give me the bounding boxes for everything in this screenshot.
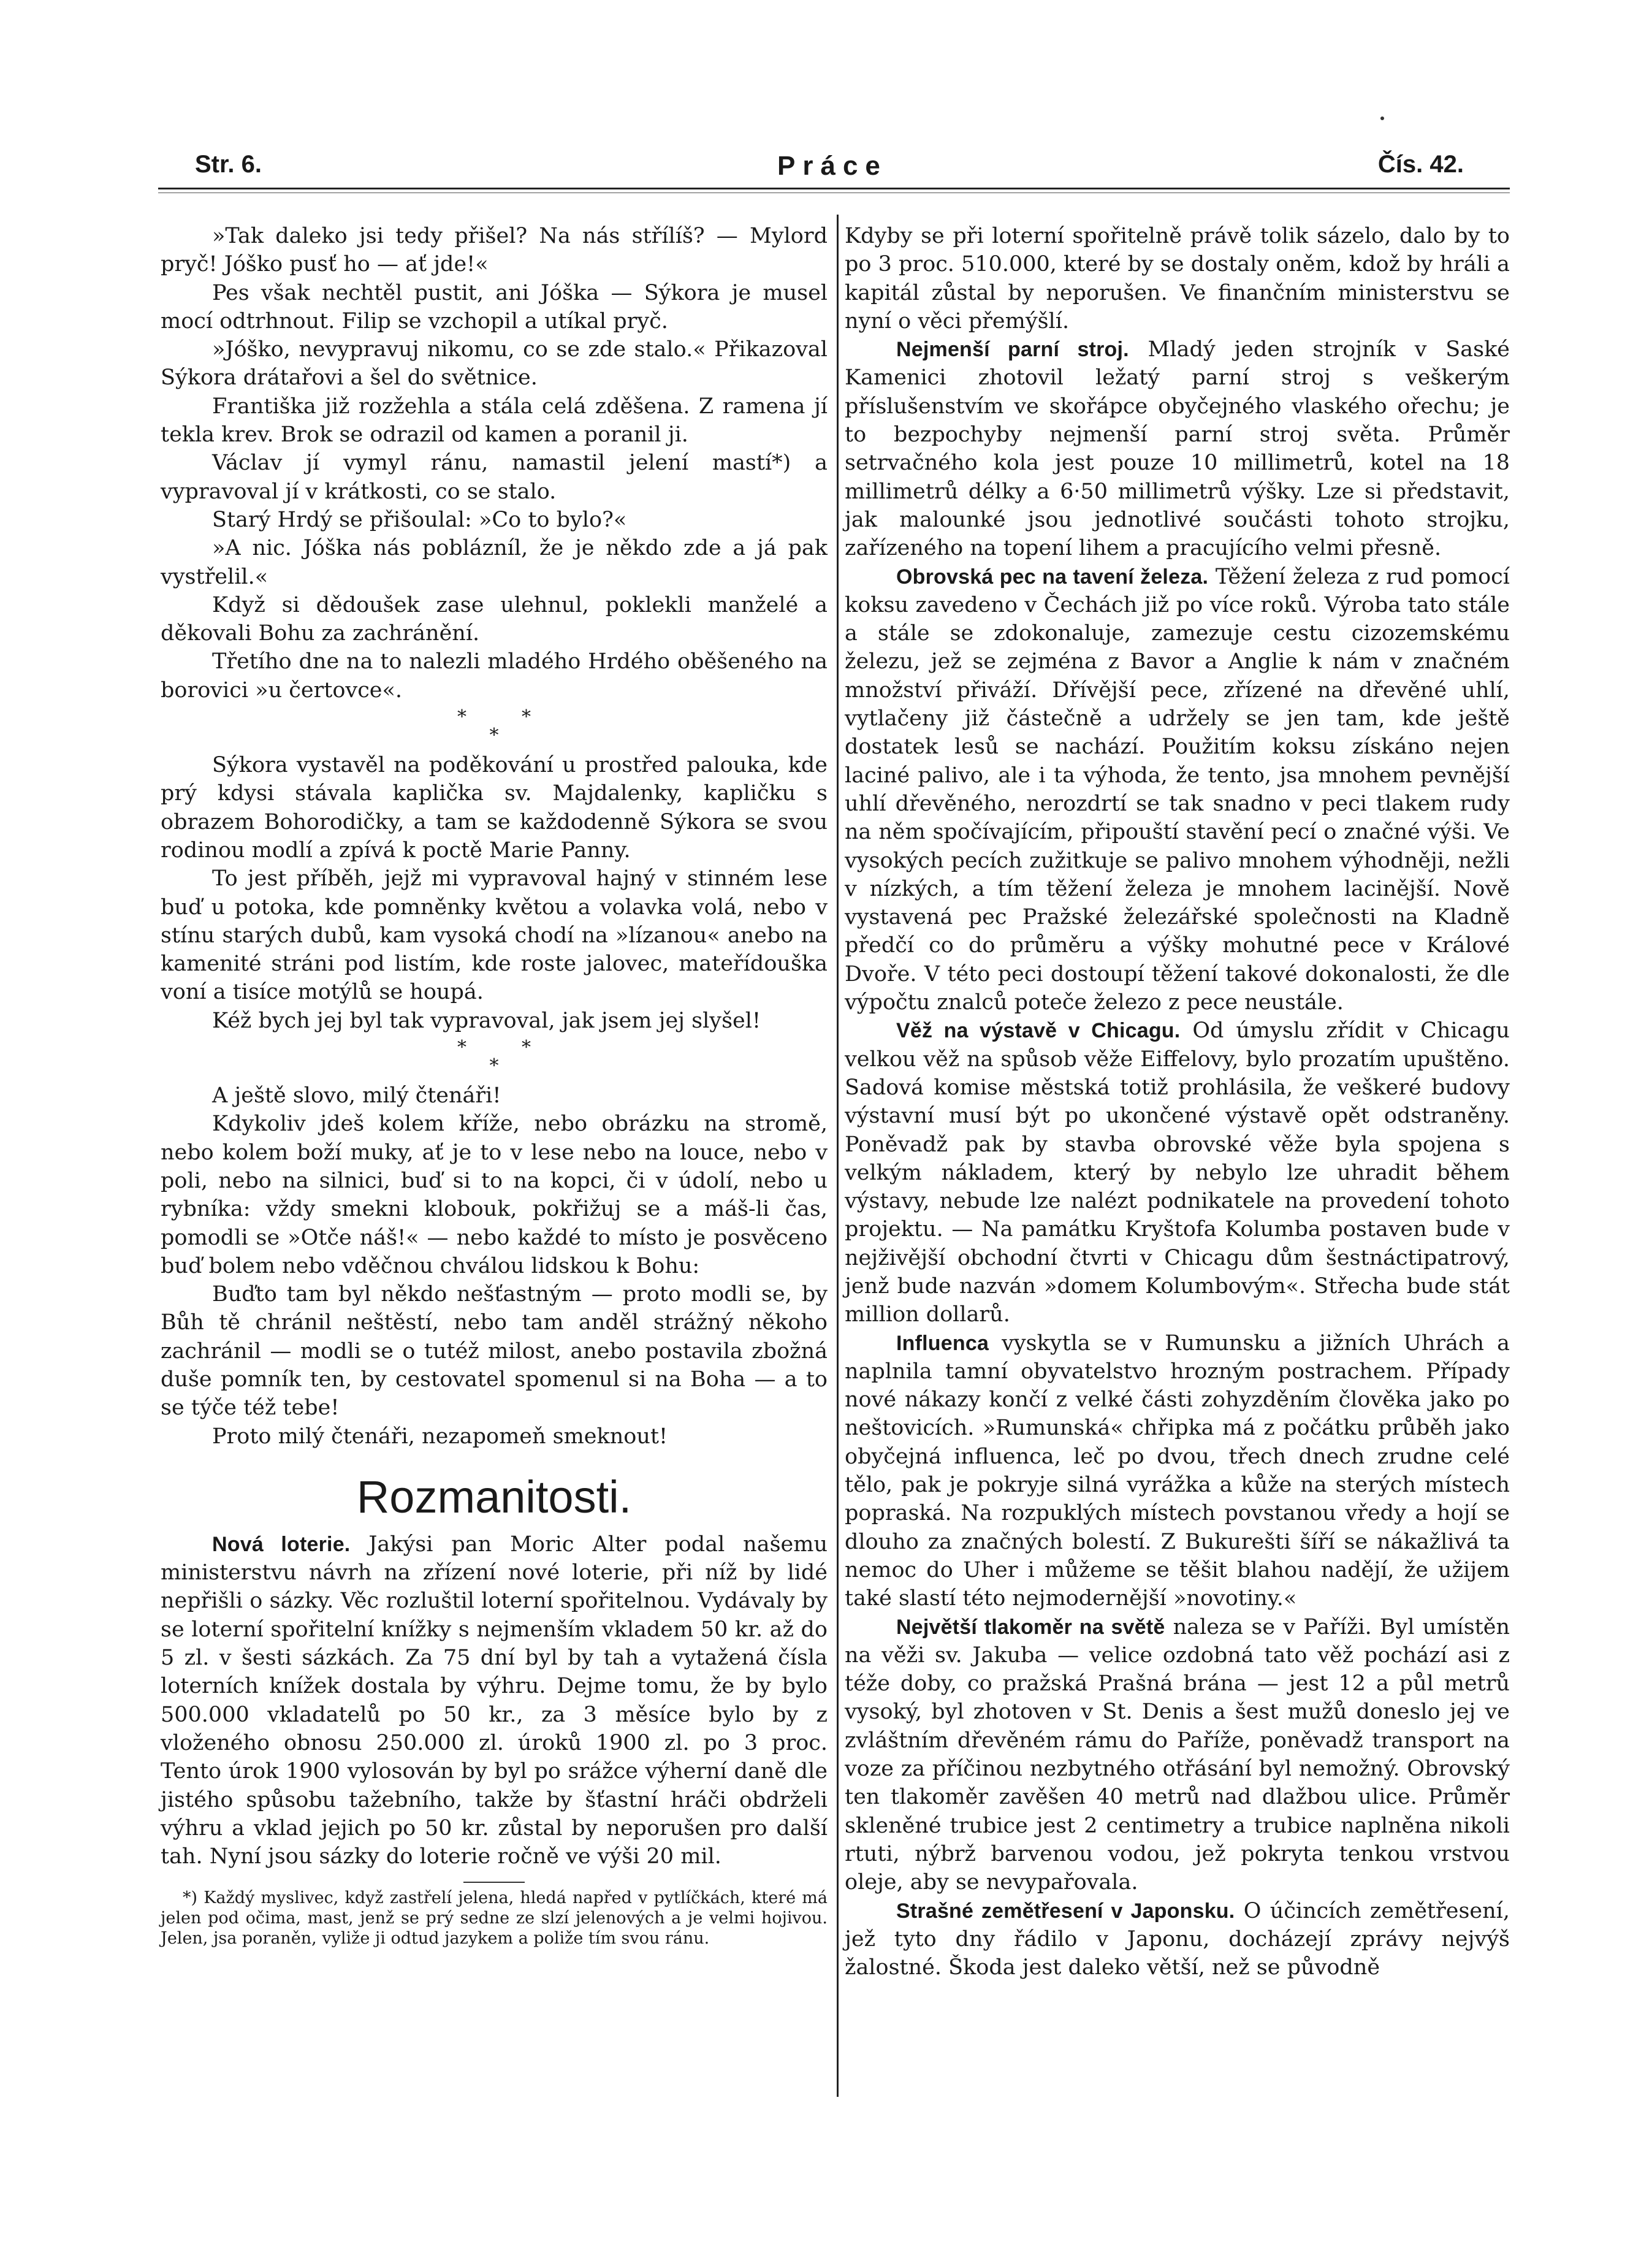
newspaper-title: Práce <box>777 151 888 181</box>
left-column <box>161 222 828 1948</box>
page-number: Str. 6. <box>195 151 262 178</box>
section-break-asterisks <box>161 708 828 745</box>
header-rule <box>158 188 1510 193</box>
article-continuation: Kdyby se při loterní spořitelně právě tolik sázelo, dalo by to po 3 proc. 510.000, které by se dostaly oněm, kdož by hráli a kapitál zůstal by neporušen. Ve finančním ministerstvu se nyní o věci přemýšlí. <box>845 224 1510 334</box>
footnote: *) Každý myslivec, když zastřelí jelena, hledá napřed v pytlíčkách, které má jelen pod očima, mast, jenž se prý sedne ze slzí jelenových a je velmi hojivou. Jelen, jsa poraněn, vyliže ji odtud jazykem a poliže tím svou ránu. <box>161 1888 828 1948</box>
article-earthquake <box>845 1897 1510 1982</box>
article-barometer <box>845 1613 1510 1897</box>
story-paragraph: To jest příběh, jejž mi vypravoval hajný v stinném lese buď u potoka, kde pomněnky květou a volavka volá, nebo v stínu starých dubů, kam vysoká chodí na »lízanou« anebo na kamenité stráni pod listím, kde roste jalovec, mateřídouška voní a tisíce motýlů se houpá. <box>161 866 828 1005</box>
column-divider <box>837 215 839 2097</box>
article-text: naleza se v Paříži. Byl umístěn na věži sv. Jakuba — velice ozdobná tato věž pochází asi z téže doby, co pražská Prašná brána — jest 12 a půl metrů vysoký, byl zhotoven v St. Denis a šest mužů doneslo jej ve zvláštním dřevěném rámu do Paříže, poněvadž transport na voze za příčinou nezbytného otřásání byl nemožný. Obrovský ten tlakoměr zavěšen 40 metrů nad dlažbou ulice. Průměr skleněné trubice jest 2 centimetry a trubice naplněna nikoli rtuti, nýbrž barvenou vodou, jež pokryta tenkou vrstvou oleje, aby se nevypařovala. <box>845 1614 1510 1895</box>
article-text: Od úmyslu zřídit v Chicagu velkou věž na spůsob věže Eiffelovy, bylo prozatím upuštěno. Sadová komise městská totiž prohlásila, že veškeré budovy výstavní musí být po ukončené výstavě opět odstraněny. Poněvadž pak by stavba obrovské věže byla spojena s velkým nákladem, který by nebylo lze uhradit během výstavy, nebude lze nalézt podnikatele na provedení tohoto projektu. — Na památku Kryštofa Kolumba postaven bude v nejživější obchodní čtvrti v Chicagu dům šestnáctipatrový, jenž bude nazván »domem Kolumbovým«. Střecha bude stát million dollarů. <box>845 1018 1510 1327</box>
asterisks-row: ** <box>457 1037 586 1059</box>
page-header <box>195 151 1464 188</box>
article-text: Těžení železa z rud pomocí koksu zavedeno v Čechách již po více roků. Výroba tato stále a stále se zdokonaluje, zamezuje cestu cizozemskému železu, jež se zejména z Bavor a Anglie k nám v značném množství přiváží. Dřívější pece, zřízené na dřevěné uhlí, vytlačeny již částečně a udržely se jen tam, kde ještě dostatek lesů se nachází. Použitím koksu získáno nejen laciné palivo, ale i ta výhoda, že tento, jsa mnohem pevnější uhlí dřevěného, nerozdrtí se tak snadno v peci tlakem rudy na něm spočívajícím, připouští stavění pecí o značné výši. Ve vysokých pecích zužitkuje se palivo mnohem výhodněji, nežli v nízkých, a tím těžení železa je mnohem lacinější. Nově vystavená pec Pražské železářské společnosti na Kladně předčí co do průměru a výšky mohutné pece v Králové Dvoře. V této peci dostoupí těžení takové dokonalosti, že dle výpočtu znalců poteče železo z pece neustále. <box>845 564 1510 1015</box>
story-paragraph: Václav jí vymyl ránu, namastil jelení mastí*) a vypravoval jí v krátkosti, co se stalo. <box>161 451 828 504</box>
story-paragraph: »Tak daleko jsi tedy přišel? Na nás střílíš? — Mylord pryč! Jóško pusť ho — ať jde!« <box>161 224 828 277</box>
story-paragraph: »Jóško, nevypravuj nikomu, co se zde stalo.« Přikazoval Sýkora drátařovi a šel do světnice. <box>161 337 828 391</box>
asterisk-center: * <box>489 725 499 747</box>
asterisk-center: * <box>489 1055 499 1077</box>
story-paragraph: A ještě slovo, milý čtenáři! <box>212 1083 501 1109</box>
article-text: O účincích zemětřesení, jež tyto dny řádilo v Japonu, docházejí zprávy nejvýš žalostné. Škoda jest daleko větší, než se původně <box>845 1898 1510 1980</box>
story-paragraph: Kdykoliv jdeš kolem kříže, nebo obrázku na stromě, nebo kolem boží muky, ať je to v lese nebo na louce, nebo v poli, nebo na silnici, buď si to na kopci, či v údolí, nebo u rybníka: vždy smekni klobouk, pokřižuj se a máš-li čas, pomodli se »Otče náš!« — nebo každé to místo je posvěceno buď bolem nebo vděčnou chválou lidskou k Bohu: <box>161 1112 828 1278</box>
asterisks-row: ** <box>457 706 586 728</box>
article-heading: Influenca <box>896 1331 989 1355</box>
story-paragraph: Buďto tam byl někdo nešťastným — proto modli se, by Bůh tě chránil neštěstí, nebo tam anděl strážný někoho zachránil — modli se o tutéž milost, anebo postavila zbožná duše pomník ten, by cestovatel spomenul si na Boha — a to se týče též tebe! <box>161 1282 828 1421</box>
story-paragraph: Když si dědoušek zase ulehnul, poklekli manželé a děkovali Bohu za zachránění. <box>161 592 828 646</box>
print-speck <box>1380 116 1384 120</box>
article-text: Jakýsi pan Moric Alter podal našemu ministerstvu návrh na zřízení nové loterie, při níž by lidé nepřišli o sázky. Věc rozluštil loterní spořitelnou. Vydávaly by se loterní spořitelní knížky s nejmenším vkladem 50 kr. až do 5 zl. v šesti sázkách. Za 75 dní byl by tah a vytažená čísla loterních knížek dostala by výhru. Dejme tomu, že by bylo 500.000 vkladatelů po 50 kr., za 3 měsíce bylo by z vloženého obnosu 250.000 zl. úroků 1900 zl. po 3 proc. Tento úrok 1900 vylosován by byl po srážce výherní daně dle jistého spůsobu tažebního, takže by šťastní hráči obdrželi výhru a vklad jejich po 50 kr. zůstal by neporušen pro další tah. Nyní jsou sázky do loterie ročně ve výši 20 mil. <box>161 1532 828 1869</box>
story-paragraph: Sýkora vystavěl na poděkování u prostřed palouka, kde prý kdysi stávala kaplička sv. Majdalenky, kapličku s obrazem Bohorodičky, a tam se každodenně Sýkora se svou rodinou modlí a zpívá k poctě Marie Panny. <box>161 753 828 863</box>
issue-number: Čís. 42. <box>1377 151 1464 178</box>
story-paragraph: »A nic. Jóška nás poblázníl, že je někdo zde a já pak vystřelil.« <box>161 536 828 589</box>
article-heading: Největší tlakoměr na světě <box>896 1615 1165 1639</box>
article-heading: Nová loterie. <box>212 1532 351 1556</box>
article-loterie <box>161 1530 828 1871</box>
story-paragraph: Starý Hrdý se přišoulal: »Co to bylo?« <box>212 507 627 532</box>
article-heading: Nejmenší parní stroj. <box>896 338 1129 362</box>
article-heading: Obrovská pec na tavení železa. <box>896 565 1209 589</box>
article-steam-engine <box>845 335 1510 562</box>
section-break-asterisks <box>161 1039 828 1075</box>
story-paragraph: Třetího dne na to nalezli mladého Hrdého oběšeného na borovici »u čertovce«. <box>161 649 828 703</box>
story-paragraph: Proto milý čtenáři, nezapomeň smeknout! <box>212 1424 668 1449</box>
article-furnace <box>845 563 1510 1017</box>
right-column <box>845 222 1510 1982</box>
article-heading: Věž na výstavě v Chicagu. <box>896 1019 1181 1043</box>
article-text: Mladý jeden strojník v Saské Kamenici zhotovil ležatý parní stroj s veškerým příslušenstvím ve skořápce obyčejného vlaského ořechu; je to bezpochyby nejmenší parní stroj světa. Průměr setrvačného kola jest pouze 10 millimetrů, kotel na 18 millimetrů délky a 6·50 millimetrů výšky. Lze si představit, jak malounké jsou jednotlivé součásti tohoto strojku, zařízeného na topení lihem a pracujícího velmi přesně. <box>845 337 1510 561</box>
article-chicago-tower <box>845 1017 1510 1329</box>
story-paragraph: Kéž bych jej byl tak vypravoval, jak jsem jej slyšel! <box>212 1008 761 1033</box>
article-influenza <box>845 1329 1510 1613</box>
article-text: vyskytla se v Rumunsku a jižních Uhrách a naplnila tamní obyvatelstvo hrozným postrachem. Případy nové nákazy končí z velké části zohyzděním člověka jako po neštovicích. »Rumunská« chřipka má z počátku průběh jako obyčejná influenca, leč po dvou, třech dnech zrudne celé tělo, pak je pokryje silná vyrážka a kůže na sterých místech popraská. Na rozpuklých místech povstanou vředy a hojí se dlouho za značných bolestí. Z Bukurešti šíří se nákažlivá ta nemoc do Uher i můžeme se těšit blahou nadějí, že užijem také slastí této nejmodernější »novotiny.« <box>845 1330 1510 1611</box>
footnote-rule <box>463 1882 525 1883</box>
article-heading: Strašné zemětřesení v Japonsku. <box>896 1899 1235 1923</box>
story-paragraph: Františka již rozžehla a stála celá zděšena. Z ramena jí tekla krev. Brok se odrazil od kamen a poranil ji. <box>161 394 828 448</box>
story-paragraph: Pes však nechtěl pustit, ani Jóška — Sýkora je musel mocí odtrhnout. Filip se vzchopil a utíkal pryč. <box>161 280 828 334</box>
section-title: Rozmanitosti. <box>356 1471 632 1522</box>
